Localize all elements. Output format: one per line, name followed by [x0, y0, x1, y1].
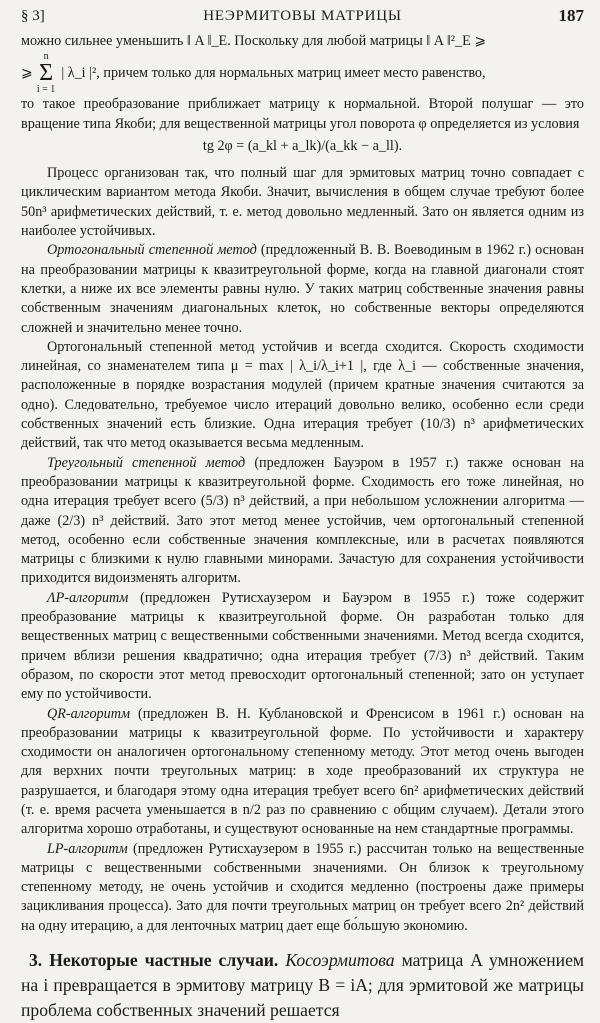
paragraph-orthogonal-method: [21, 241, 584, 337]
running-header: [21, 6, 584, 32]
term-orthogonal-method: Ортогональный степенной метод: [47, 242, 257, 259]
paragraph-continuation-2: то такое преобразование приближает матрицу к нормальной. Второй полушаг — это вращение типа Якоби; для вещественной матрицы угол поворота φ определяется из условия: [21, 96, 584, 132]
formula-rotation-angle: tg 2φ = (a_kl + a_lk)/(a_kk − a_ll).: [202, 137, 403, 154]
paragraph-lambda-p-text: (предложен Рутисхаузером и Бауэром в 1955 г.) тоже содержит преобразование матрицы к квазитреугольной форме. Он разработан только для вещественных матриц с вещественными собственными значениями. Метод всегда сходится, причем вблизи решения квадратично; одна итерация требует (7/3) n³ действий. Таким образом, по скорости этот метод превосходит ортогональный степенной; зато он уступает ему по устойчивости.: [21, 589, 585, 703]
paragraph-triangular-text: (предложен Бауэром в 1957 г.) также основан на преобразовании матрицы к квазитреугольной форме. Сходимость его тоже линейная, но одна итерация требует всего (5/3) n³ действий, а при небольшом усложнении алгоритма — даже (2/3) n³ действий. Зато этот метод менее устойчив, чем ортогональный степенной метод, особенно если собственные значения комплексные, или в расчетах появляются матрицы с близкими к нулю главными минорами. Зачастую для сохранения устойчивости приходится видоизменять алгоритм.: [21, 454, 585, 587]
sum-upper-limit: n: [43, 51, 49, 63]
term-triangular-method: Треугольный степенной метод: [47, 454, 246, 471]
paragraph-lambda-p-algorithm: [21, 589, 584, 705]
paragraph-lp-text: (предложен Рутисхаузером в 1955 г.) рассчитан только на вещественные матрицы с вещественными собственными значениями. Он близок к треугольному степенному методу, не очень устойчив и сходится медленно (построены даже примеры зацикливания процесса). Зато для почти треугольных матриц он требует всего 2n² действий на одну итерацию, а для ленточных матриц дает еще бо́льшую экономию.: [21, 840, 584, 934]
sum-line: [21, 51, 584, 95]
sum-line-text: | λ_i |², причем только для нормальных матриц имеет место равенство,: [61, 64, 486, 81]
running-title: НЕЭРМИТОВЫ МАТРИЦЫ: [203, 8, 402, 24]
paragraph-jacobi: Процесс организован так, что полный шаг для эрмитовых матриц точно совпадает с циклическим вариантом метода Якоби. Значит, вычисления в общем случае требуют более 50n³ арифметических действий, т. е. метод довольно медленный. Зато он является одним из наиболее устойчивых.: [21, 165, 584, 240]
paragraph-orthogonal-text: (предложенный В. В. Воеводиным в 1962 г.) основан на преобразовании матрицы к квазитреугольной форме, когда на главной диагонали стоят клетки, а ниже их все элементы равны нулю. У таких матриц собственные значения равны собственным значениям диагональных клеток, но собственные векторы определяются сложней и значительно менее точно.: [21, 242, 584, 336]
body-text: [21, 32, 584, 936]
term-qr-algorithm: QR-алгоритм: [47, 705, 131, 722]
section-text: матрица A умножением на i превращается в эрмитову матрицу B = iA; для эрмитовой же матрицы проблема собственных значений решается: [21, 950, 585, 1021]
section-marker: § 3]: [21, 8, 45, 24]
sum-lead: ⩾: [21, 64, 33, 81]
term-skew-hermitian: Косоэрмитова: [285, 950, 395, 971]
paragraph-qr-algorithm: [21, 705, 584, 840]
section-heading: 3. Некоторые частные случаи.: [29, 950, 279, 971]
sum-operator: [37, 51, 55, 95]
term-lp-algorithm: LP-алгоритм: [47, 840, 128, 857]
paragraph-lp-algorithm: [21, 840, 584, 936]
paragraph-convergence: Ортогональный степенной метод устойчив и всегда сходится. Скорость сходимости линейная, со знаменателем типа μ = max | λ_i/λ_i+1 |, где λ_i — собственные значения, расположенные в порядке возрастания модулей (причем кратные значения считаются за одно). Следовательно, требуемое число итераций довольно велико, особенно если среди собственных значений есть близкие. Одна итерация требует (10/3) n³ арифметических действий, так что метод оказывается весьма медленным.: [21, 338, 584, 452]
sum-lower-limit: i = 1: [36, 84, 56, 96]
section-special-cases: [21, 948, 584, 1023]
page-number: 187: [558, 6, 584, 25]
paragraph-triangular-method: [21, 454, 584, 589]
term-lambda-p-algorithm: ΛP-алгоритм: [47, 589, 129, 606]
sum-sign: Σ: [39, 60, 54, 87]
paragraph-qr-text: (предложен В. Н. Кублановской и Френсисом в 1961 г.) основан на преобразовании матрицы к квазитреугольной форме. По устойчивости и характеру сходимости он аналогичен ортогональному степенному методу. Этот метод очень выгоден для верхних почти треугольных матриц: в ходе преобразований их структура не разрушается, и благодаря этому одна итерация требует всего 6n² арифметических действий (т. е. время расчета уменьшается в n/2 раз по сравнению с общим случаем). Детали этого алгоритма хорошо отработаны, и существуют основанные на нем стандартные программы.: [21, 705, 584, 838]
paragraph-continuation: можно сильнее уменьшить ‖ A ‖_E. Поскольку для любой матрицы ‖ A ‖²_E ⩾: [21, 33, 487, 49]
